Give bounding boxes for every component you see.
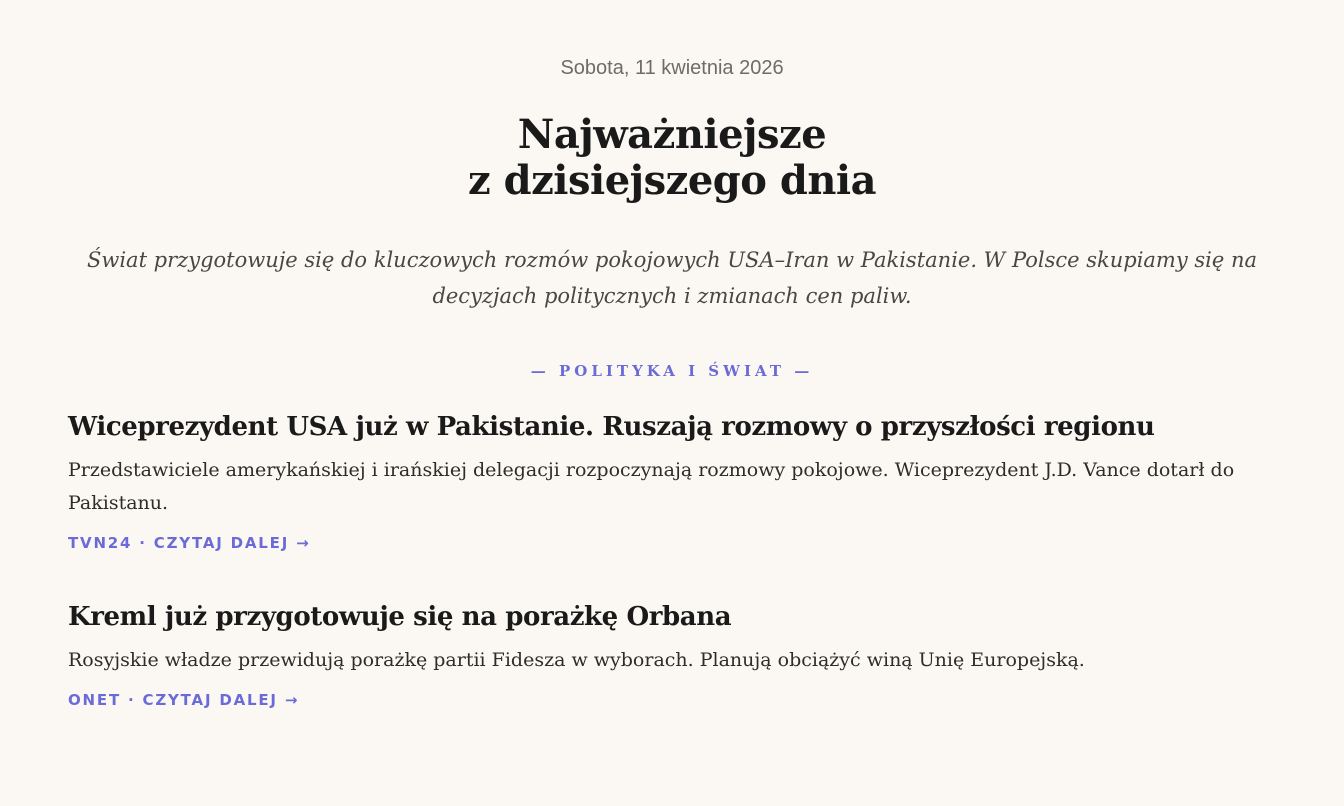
- article-item: [68, 600, 1276, 710]
- article-summary: Przedstawiciele amerykańskiej i irańskiej delegacji rozpoczynają rozmowy pokojowe. Wiceprezydent J.D. Vance dotarł do Pakistanu.: [68, 459, 1235, 514]
- section-heading: — POLITYKA I ŚWIAT —: [530, 362, 814, 380]
- read-more-link[interactable]: TVN24 · CZYTAJ DALEJ →: [68, 534, 311, 552]
- page-title-line-1: Najważniejsze: [517, 111, 827, 158]
- page-title-line-2: z dzisiejszego dnia: [467, 157, 877, 204]
- page-title: [0, 112, 1344, 204]
- article-item: [68, 410, 1276, 553]
- article-title[interactable]: Kreml już przygotowuje się na porażkę Orbana: [68, 602, 732, 632]
- date-line: Sobota, 11 kwietnia 2026: [560, 57, 784, 79]
- article-title[interactable]: Wiceprezydent USA już w Pakistanie. Ruszają rozmowy o przyszłości regionu: [68, 412, 1155, 442]
- article-summary: Rosyjskie władze przewidują porażkę partii Fidesza w wyborach. Planują obciążyć winą Unię Europejską.: [68, 649, 1085, 671]
- lead-paragraph: Świat przygotowuje się do kluczowych rozmów pokojowych USA–Iran w Pakistanie. W Polsce skupiamy się na decyzjach politycznych i zmianach cen paliw.: [86, 248, 1258, 308]
- read-more-link[interactable]: ONET · CZYTAJ DALEJ →: [68, 691, 300, 709]
